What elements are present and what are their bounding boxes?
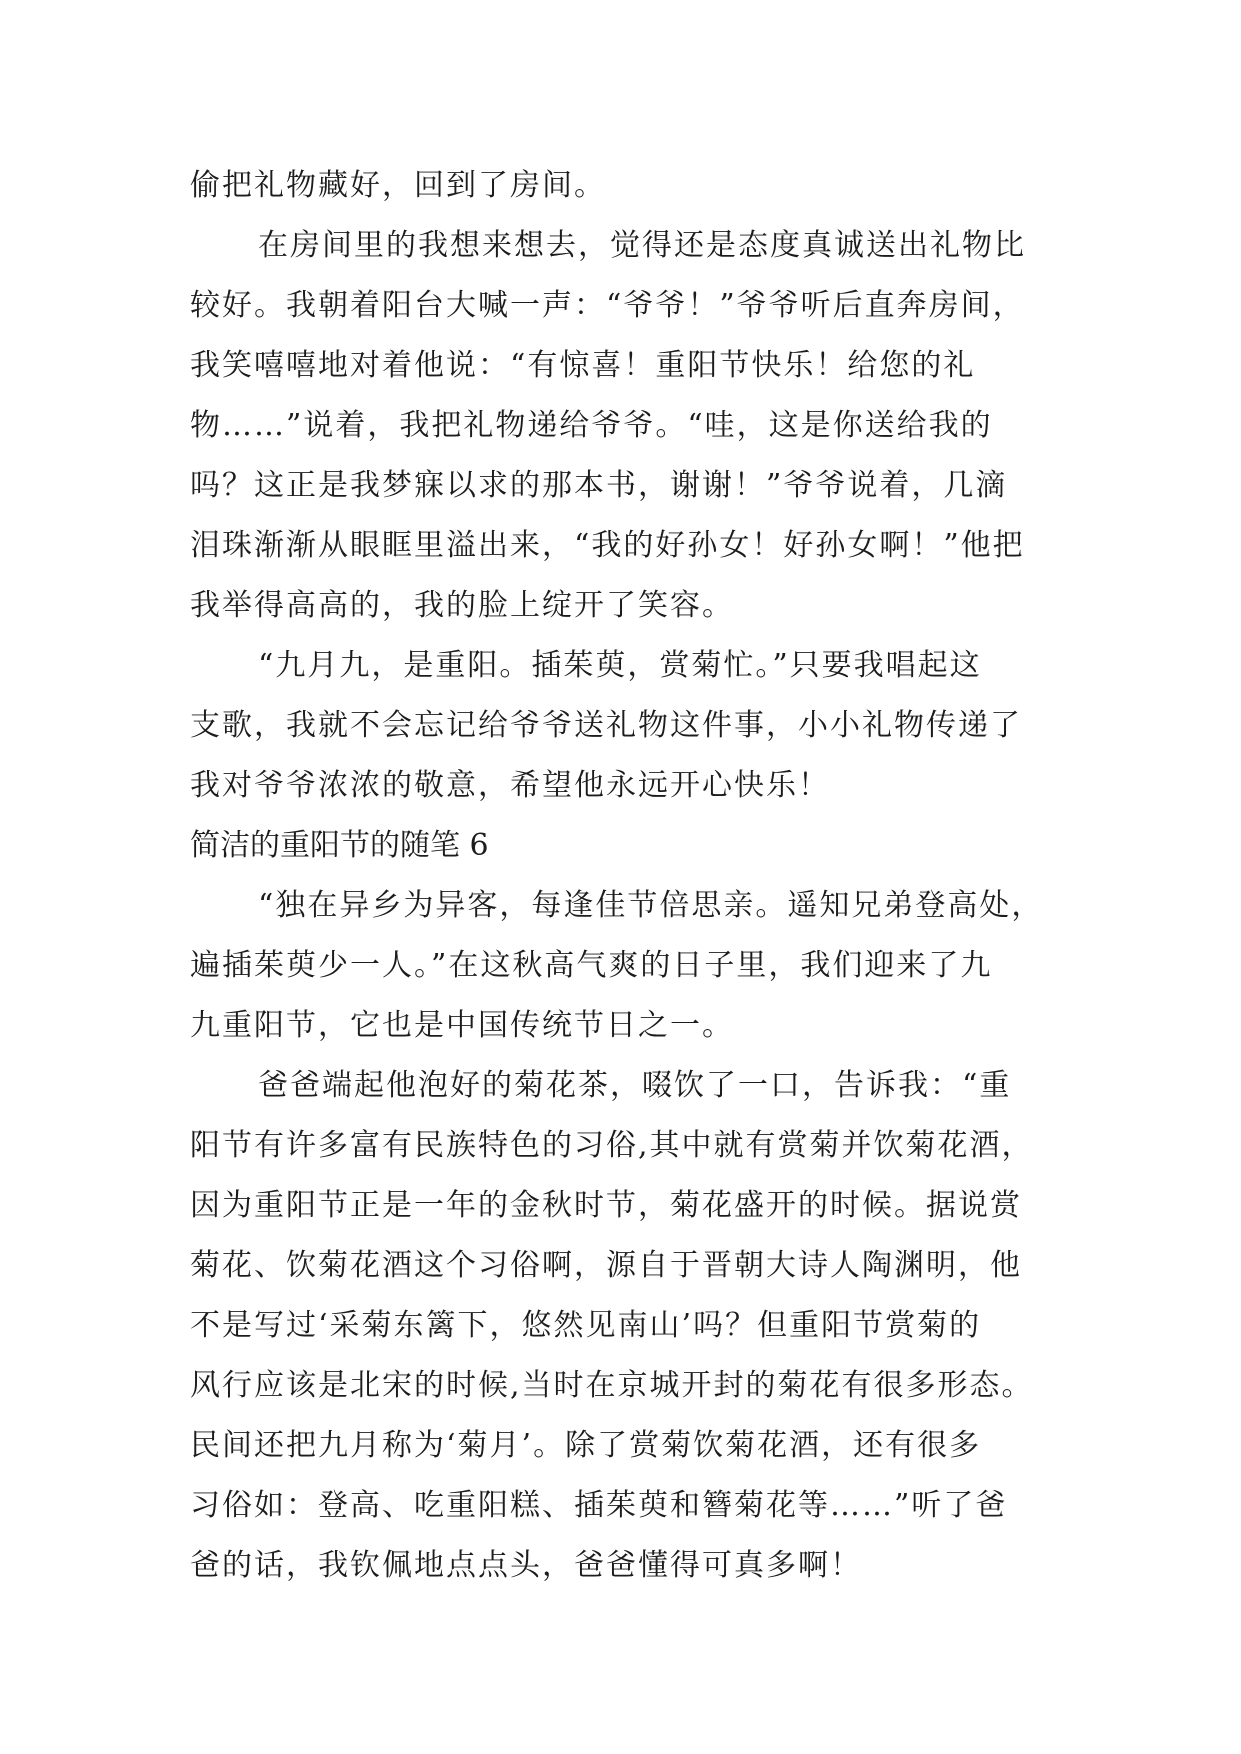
text-line: 物……”说着，我把礼物递给爷爷。“哇，这是你送给我的 (190, 408, 993, 443)
text-line: 民间还把九月称为‘菊月’。除了赏菊饮菊花酒，还有很多 (190, 1428, 982, 1463)
paragraph-start-line: 在房间里的我想来想去，觉得还是态度真诚送出礼物比 (258, 228, 1026, 263)
text-line: 阳节有许多富有民族特色的习俗,其中就有赏菊并饮菊花酒， (190, 1128, 1034, 1163)
text-line: 不是写过‘采菊东篱下，悠然见南山’吗？但重阳节赏菊的 (190, 1308, 982, 1343)
text-line: 偷把礼物藏好，回到了房间。 (190, 168, 606, 203)
text-line: 风行应该是北宋的时候,当时在京城开封的菊花有很多形态。 (190, 1368, 1034, 1403)
text-line: 吗？这正是我梦寐以求的那本书，谢谢！”爷爷说着，几滴 (190, 468, 1008, 503)
text-line: 爸的话，我钦佩地点点头，爸爸懂得可真多啊！ (190, 1548, 862, 1583)
text-line: 习俗如：登高、吃重阳糕、插茱萸和簪菊花等……”听了爸 (190, 1488, 1008, 1523)
text-line: 较好。我朝着阳台大喊一声：“爷爷！”爷爷听后直奔房间， (190, 288, 1025, 323)
text-line: 我笑嘻嘻地对着他说：“有惊喜！重阳节快乐！给您的礼 (190, 348, 976, 383)
text-line: 因为重阳节正是一年的金秋时节，菊花盛开的时候。据说赏 (190, 1188, 1022, 1223)
text-line: 遍插茱萸少一人。”在这秋高气爽的日子里，我们迎来了九 (190, 948, 993, 983)
text-line: 菊花、饮菊花酒这个习俗啊，源自于晋朝大诗人陶渊明，他 (190, 1248, 1022, 1283)
text-line: 我举得高高的，我的脸上绽开了笑容。 (190, 588, 734, 623)
text-line: 支歌，我就不会忘记给爷爷送礼物这件事，小小礼物传递了 (190, 708, 1022, 743)
text-line: 泪珠渐渐从眼眶里溢出来，“我的好孙女！好孙女啊！”他把 (190, 528, 1025, 563)
paragraph-start-line: “独在异乡为异客，每逢佳节倍思亲。遥知兄弟登高处， (258, 888, 1044, 923)
paragraph-start-line: 爸爸端起他泡好的菊花茶，啜饮了一口，告诉我：“重 (258, 1068, 1012, 1103)
section-heading: 简洁的重阳节的随笔 6 (190, 828, 489, 863)
paragraph-start-line: “九月九，是重阳。插茱萸，赏菊忙。”只要我唱起这 (258, 648, 982, 683)
document-body (190, 156, 1070, 1596)
text-line: 我对爷爷浓浓的敬意，希望他永远开心快乐！ (190, 768, 830, 803)
text-line: 九重阳节，它也是中国传统节日之一。 (190, 1008, 734, 1043)
